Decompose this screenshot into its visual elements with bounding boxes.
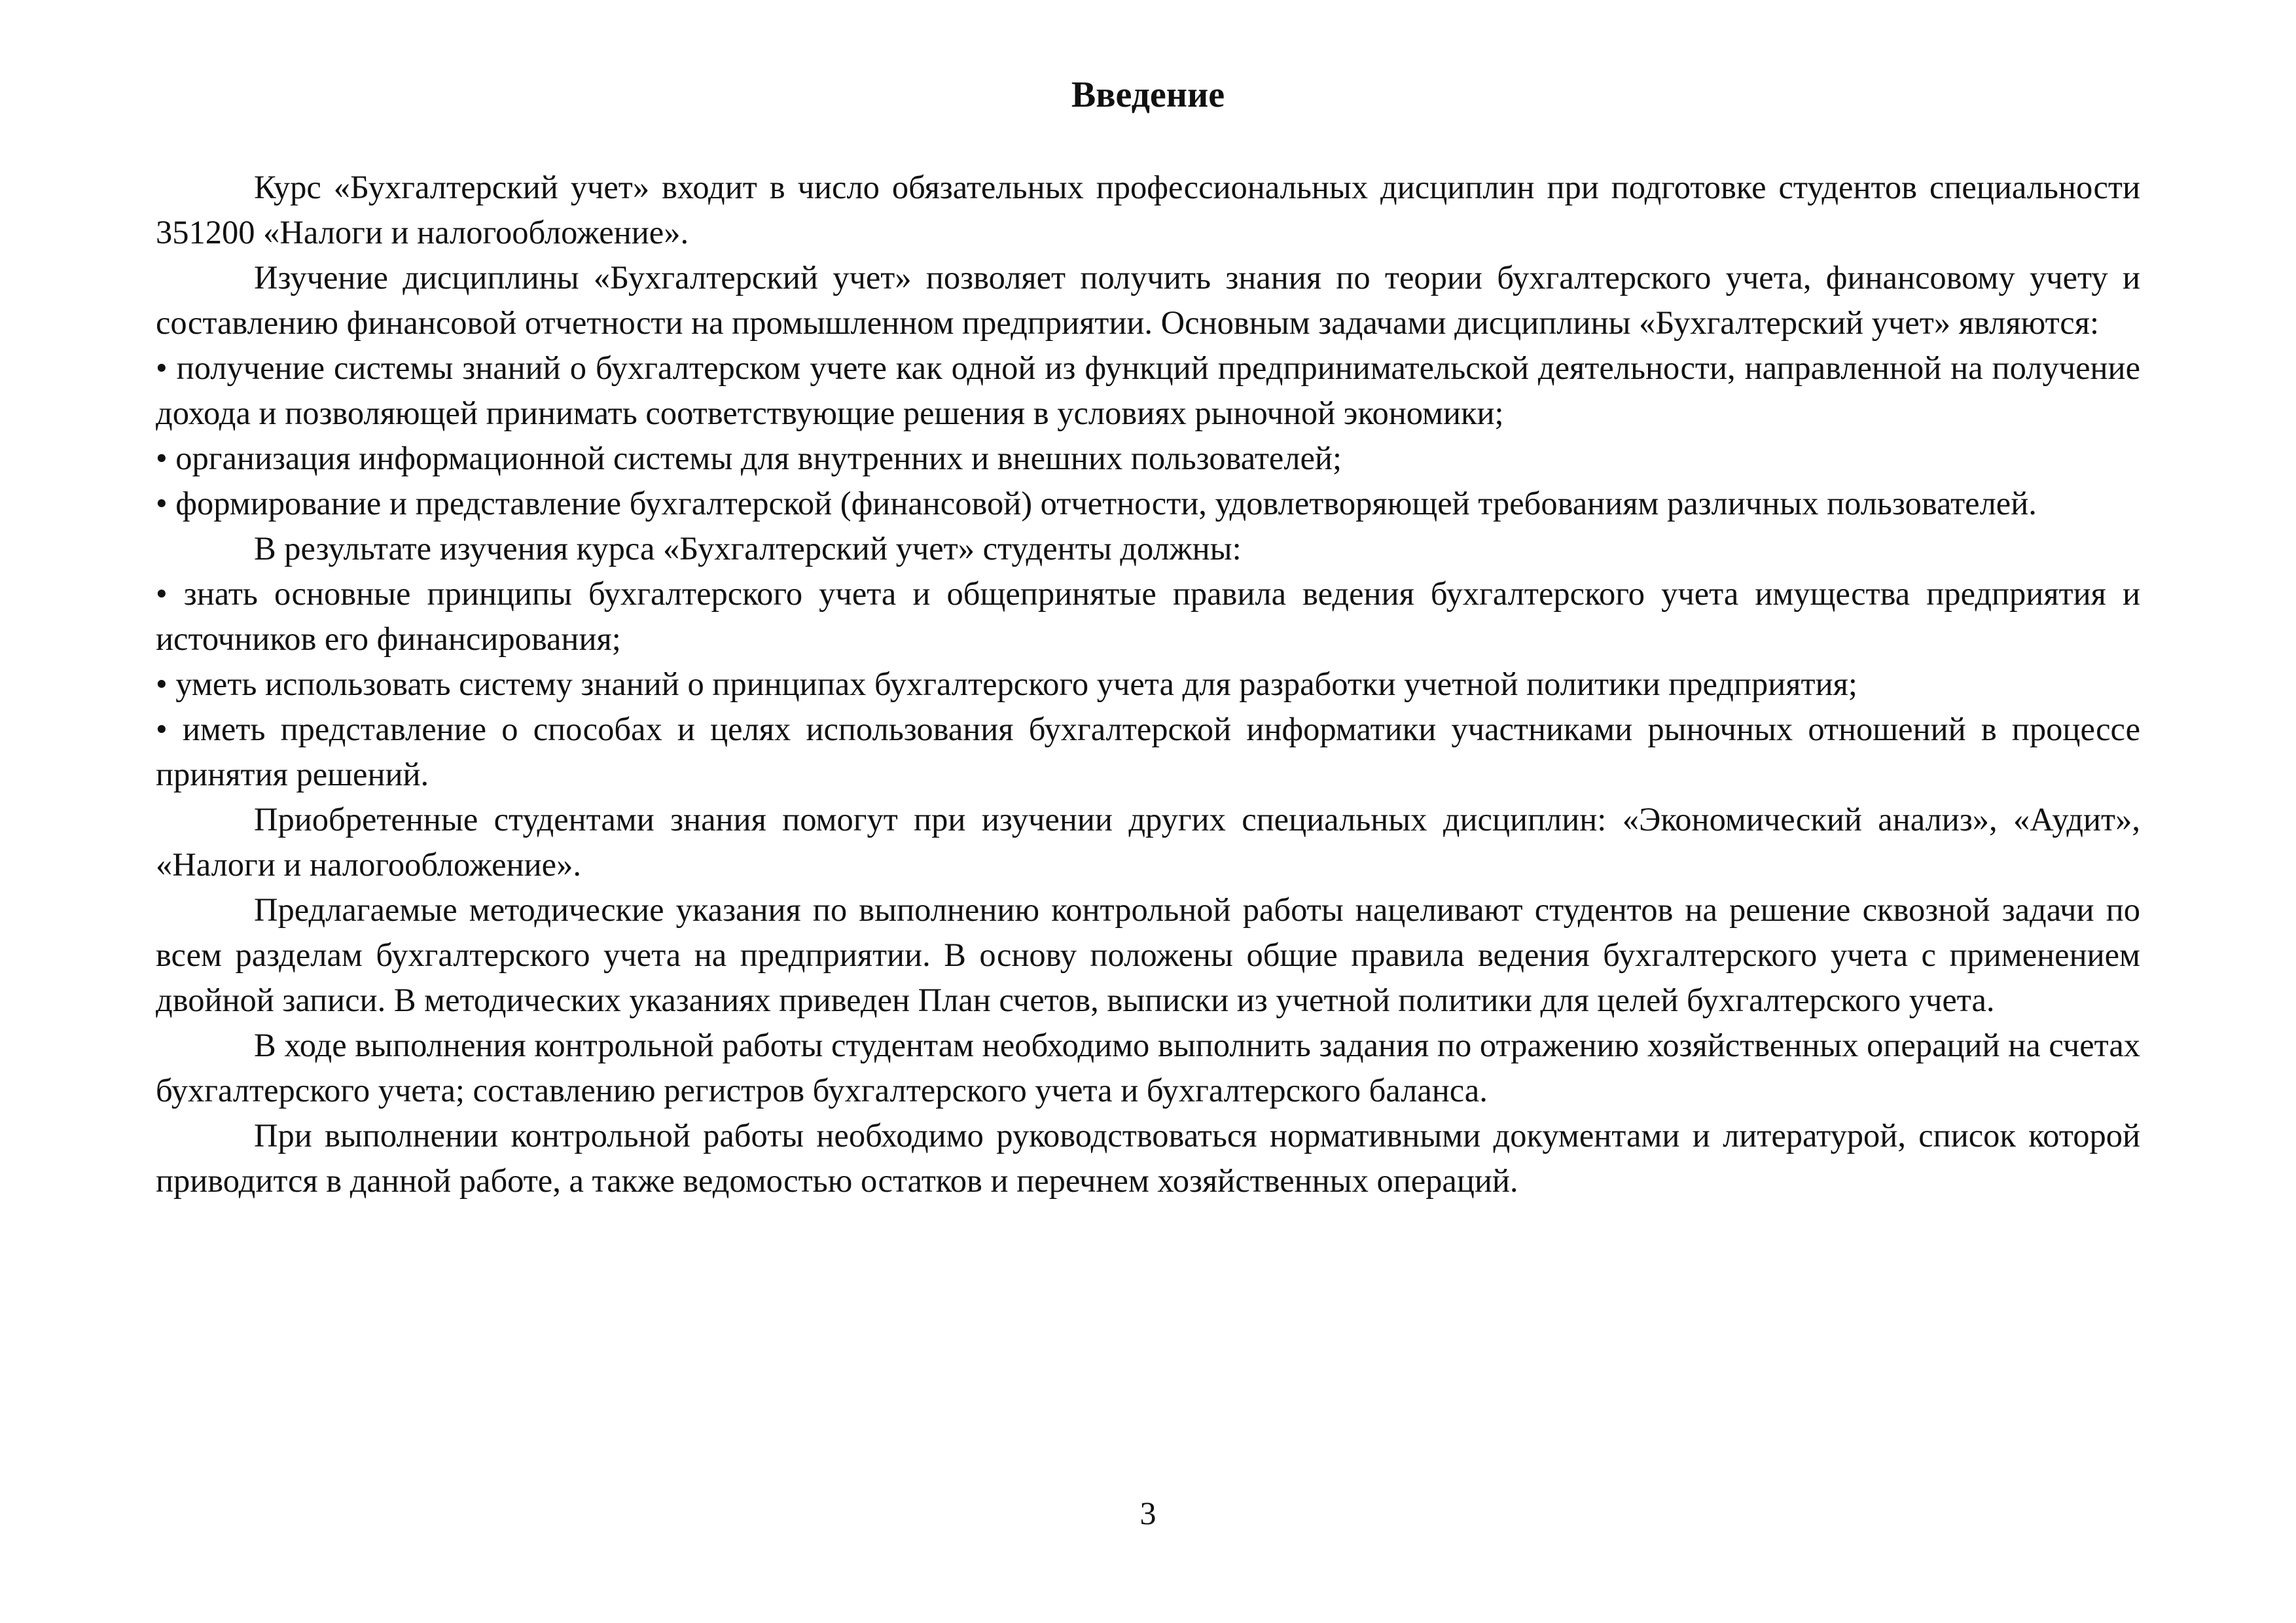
paragraph-normative-documents: При выполнении контрольной работы необходимо руководствоваться нормативными документами и литературой, список которой приводится в данной работе, а также ведомостью остатков и перечнем хозяйственных операций.: [156, 1117, 2140, 1199]
bullet-item: • иметь представление о способах и целях использования бухгалтерской информатики участниками рыночных отношений в процессе принятия решений.: [156, 711, 2140, 793]
paragraph-study-results: В результате изучения курса «Бухгалтерский учет» студенты должны:: [254, 530, 1242, 567]
paragraph-discipline-study: Изучение дисциплины «Бухгалтерский учет» позволяет получить знания по теории бухгалтерского учета, финансовому учету и составлению финансовой отчетности на промышленном предприятии. Основным задачами дисциплины «Бухгалтерский учет» являются:: [156, 259, 2140, 341]
bullet-item: • организация информационной системы для внутренних и внешних пользователей;: [156, 440, 1342, 476]
paragraph-assignment-tasks: В ходе выполнения контрольной работы студентам необходимо выполнить задания по отражению хозяйственных операций на счетах бухгалтерского учета; составлению регистров бухгалтерского учета и бухгалтерского баланса.: [156, 1027, 2140, 1109]
bullet-item: • знать основные принципы бухгалтерского учета и общепринятые правила ведения бухгалтерского учета имущества предприятия и источников его финансирования;: [156, 575, 2140, 657]
page-title: Введение: [1071, 75, 1225, 115]
bullet-item: • уметь использовать систему знаний о принципах бухгалтерского учета для разработки учетной политики предприятия;: [156, 666, 1857, 702]
page-number: 3: [1139, 1495, 1157, 1531]
bullet-item: • получение системы знаний о бухгалтерском учете как одной из функций предпринимательской деятельности, направленной на получение дохода и позволяющей принимать соответствующие решения в условиях рыночной экономики;: [156, 349, 2140, 431]
document-body: [156, 165, 2140, 1204]
paragraph-methodical-guidelines: Предлагаемые методические указания по выполнению контрольной работы нацеливают студентов на решение сквозной задачи по всем разделам бухгалтерского учета на предприятии. В основу положены общие правила ведения бухгалтерского учета с применением двойной записи. В методических указаниях приведен План счетов, выписки из учетной политики для целей бухгалтерского учета.: [156, 891, 2140, 1018]
document-page: [156, 72, 2140, 1204]
bullet-item: • формирование и представление бухгалтерской (финансовой) отчетности, удовлетворяющей требованиям различных пользователей.: [156, 485, 2037, 522]
paragraph-acquired-knowledge: Приобретенные студентами знания помогут при изучении других специальных дисциплин: «Экономический анализ», «Аудит», «Налоги и налогообложение».: [156, 801, 2140, 883]
paragraph-course-intro: Курс «Бухгалтерский учет» входит в число обязательных профессиональных дисциплин при подготовке студентов специальности 351200 «Налоги и налогообложение».: [156, 169, 2140, 251]
